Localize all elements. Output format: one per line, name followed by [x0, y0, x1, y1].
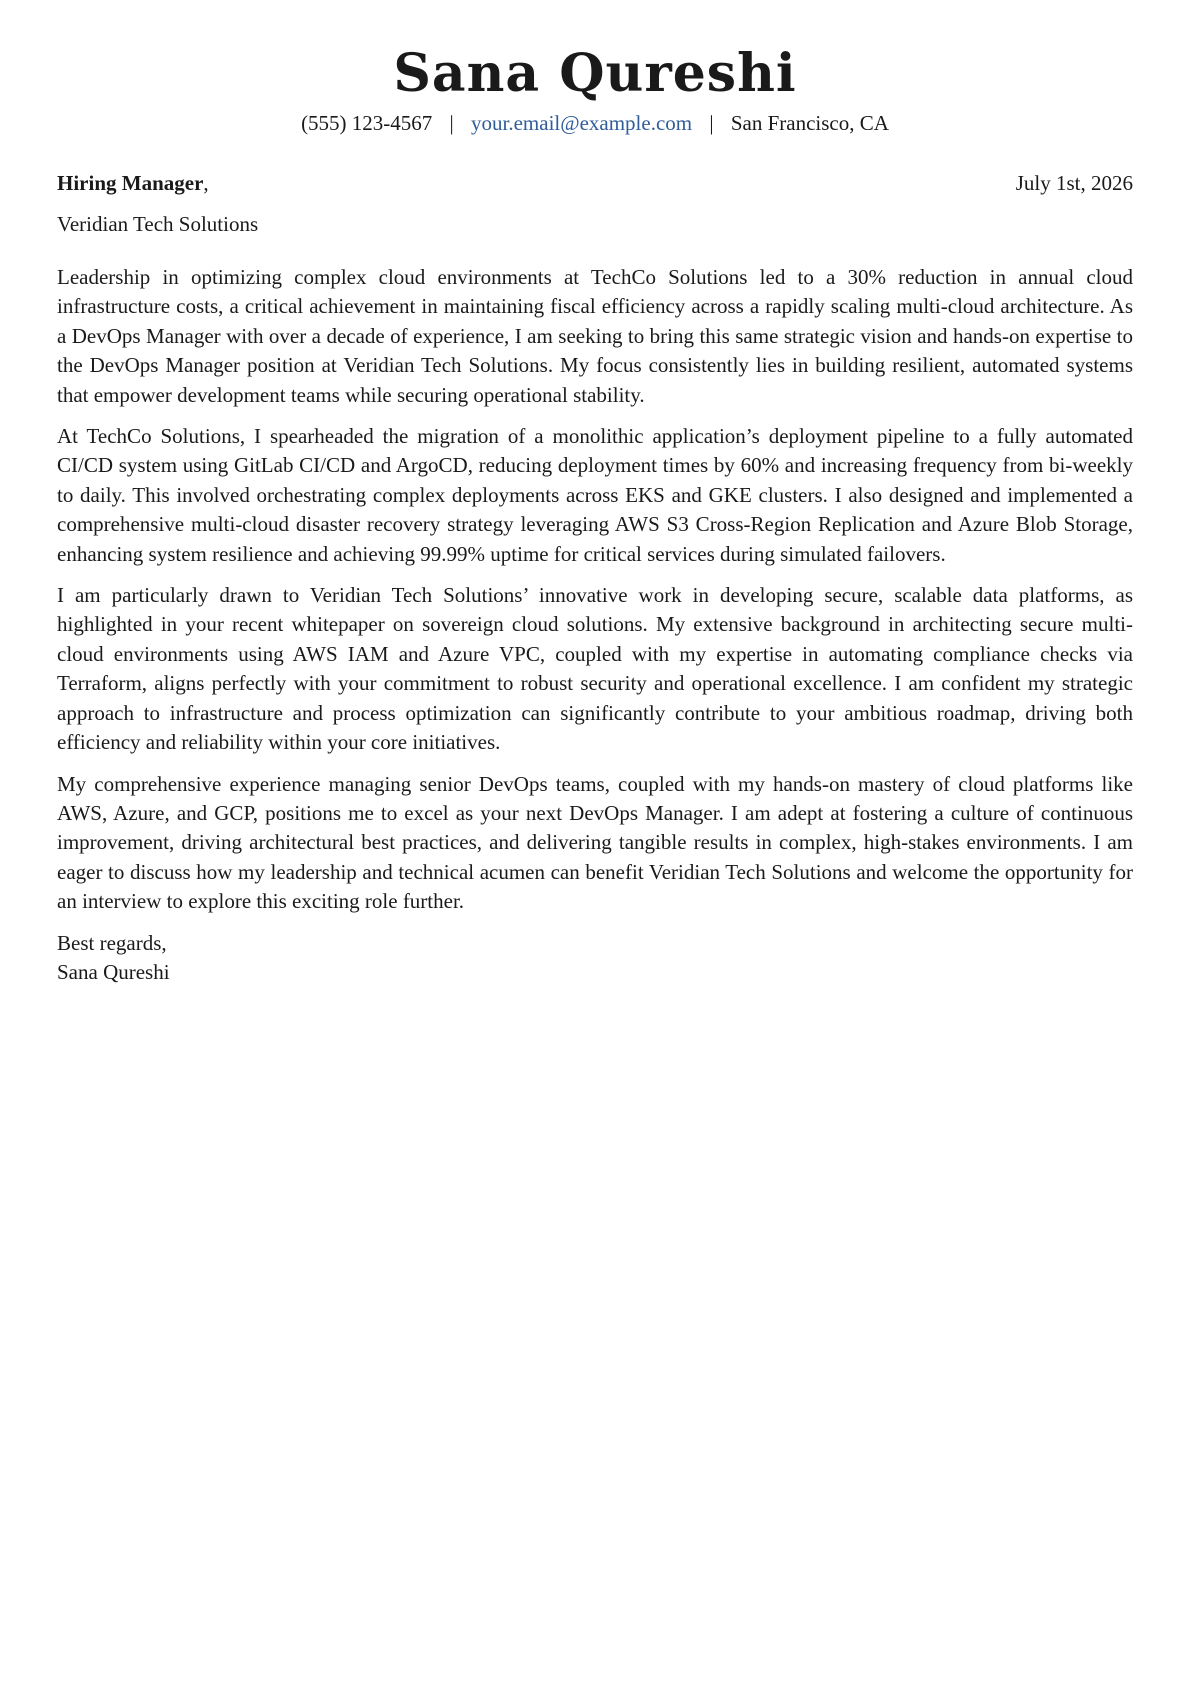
body-paragraph: At TechCo Solutions, I spearheaded the migration of a monolithic application’s deployment pipeline to a fully automated CI/CD system using GitLab CI/CD and ArgoCD, reducing deployment times by 60% and increasing frequency from bi-weekly to daily. This involved orchestrating complex deployments across EKS and GKE clusters. I also designed and implemented a comprehensive multi-cloud disaster recovery strategy leveraging AWS S3 Cross-Region Replication and Azure Blob Storage, enhancing system resilience and achieving 99.99% uptime for critical services during simulated failovers. [57, 424, 1133, 566]
contact-separator: | [709, 111, 714, 135]
location: San Francisco, CA [730, 111, 889, 135]
body-paragraph: My comprehensive experience managing senior DevOps teams, coupled with my hands-on mastery of cloud platforms like AWS, Azure, and GCP, positions me to excel as your next DevOps Manager. I am adept at fostering a culture of continuous improvement, driving architectural best practices, and delivering tangible results in complex, high-stakes environments. I am eager to discuss how my leadership and technical acumen can benefit Veridian Tech Solutions and welcome the opportunity for an interview to explore this exciting role further. [57, 771, 1133, 914]
contact-line [57, 108, 1133, 138]
phone-number: (555) 123-4567 [301, 111, 433, 135]
contact-separator: | [449, 111, 454, 135]
closing-signature: Sana Qureshi [57, 959, 170, 984]
recipient-comma: , [203, 171, 209, 195]
body-paragraph: Leadership in optimizing complex cloud environments at TechCo Solutions led to a 30% reduction in annual cloud infrastructure costs, a critical achievement in maintaining fiscal efficiency across a rapidly scaling multi-cloud architecture. As a DevOps Manager with over a decade of experience, I am seeking to bring this same strategic vision and hands-on expertise to the DevOps Manager position at Veridian Tech Solutions. My focus consistently lies in building resilient, automated systems that empower development teams while securing operational stability. [57, 265, 1133, 407]
letter-date: July 1st, 2026 [1015, 171, 1133, 195]
recipient-date-row [57, 168, 1133, 198]
recipient-line [57, 168, 209, 198]
closing-salutation: Best regards, [57, 930, 167, 955]
email-link[interactable]: your.email@example.com [471, 111, 693, 135]
body-paragraph: I am particularly drawn to Veridian Tech Solutions’ innovative work in developing secure, scalable data platforms, as highlighted in your recent whitepaper on sovereign cloud solutions. My extensive background in architecting secure multi-cloud environments using AWS IAM and Azure VPC, coupled with my expertise in automating compliance checks via Terraform, aligns perfectly with your commitment to robust security and operational excellence. I am confident my strategic approach to infrastructure and process optimization can significantly contribute to your ambitious roadmap, driving both efficiency and reliability within your core initiatives. [57, 583, 1133, 755]
closing-block [57, 929, 1133, 988]
company-name: Veridian Tech Solutions [57, 212, 259, 236]
applicant-name: Sana Qureshi [393, 43, 797, 104]
letter-body [57, 263, 1133, 917]
recipient-name: Hiring Manager [57, 171, 204, 195]
